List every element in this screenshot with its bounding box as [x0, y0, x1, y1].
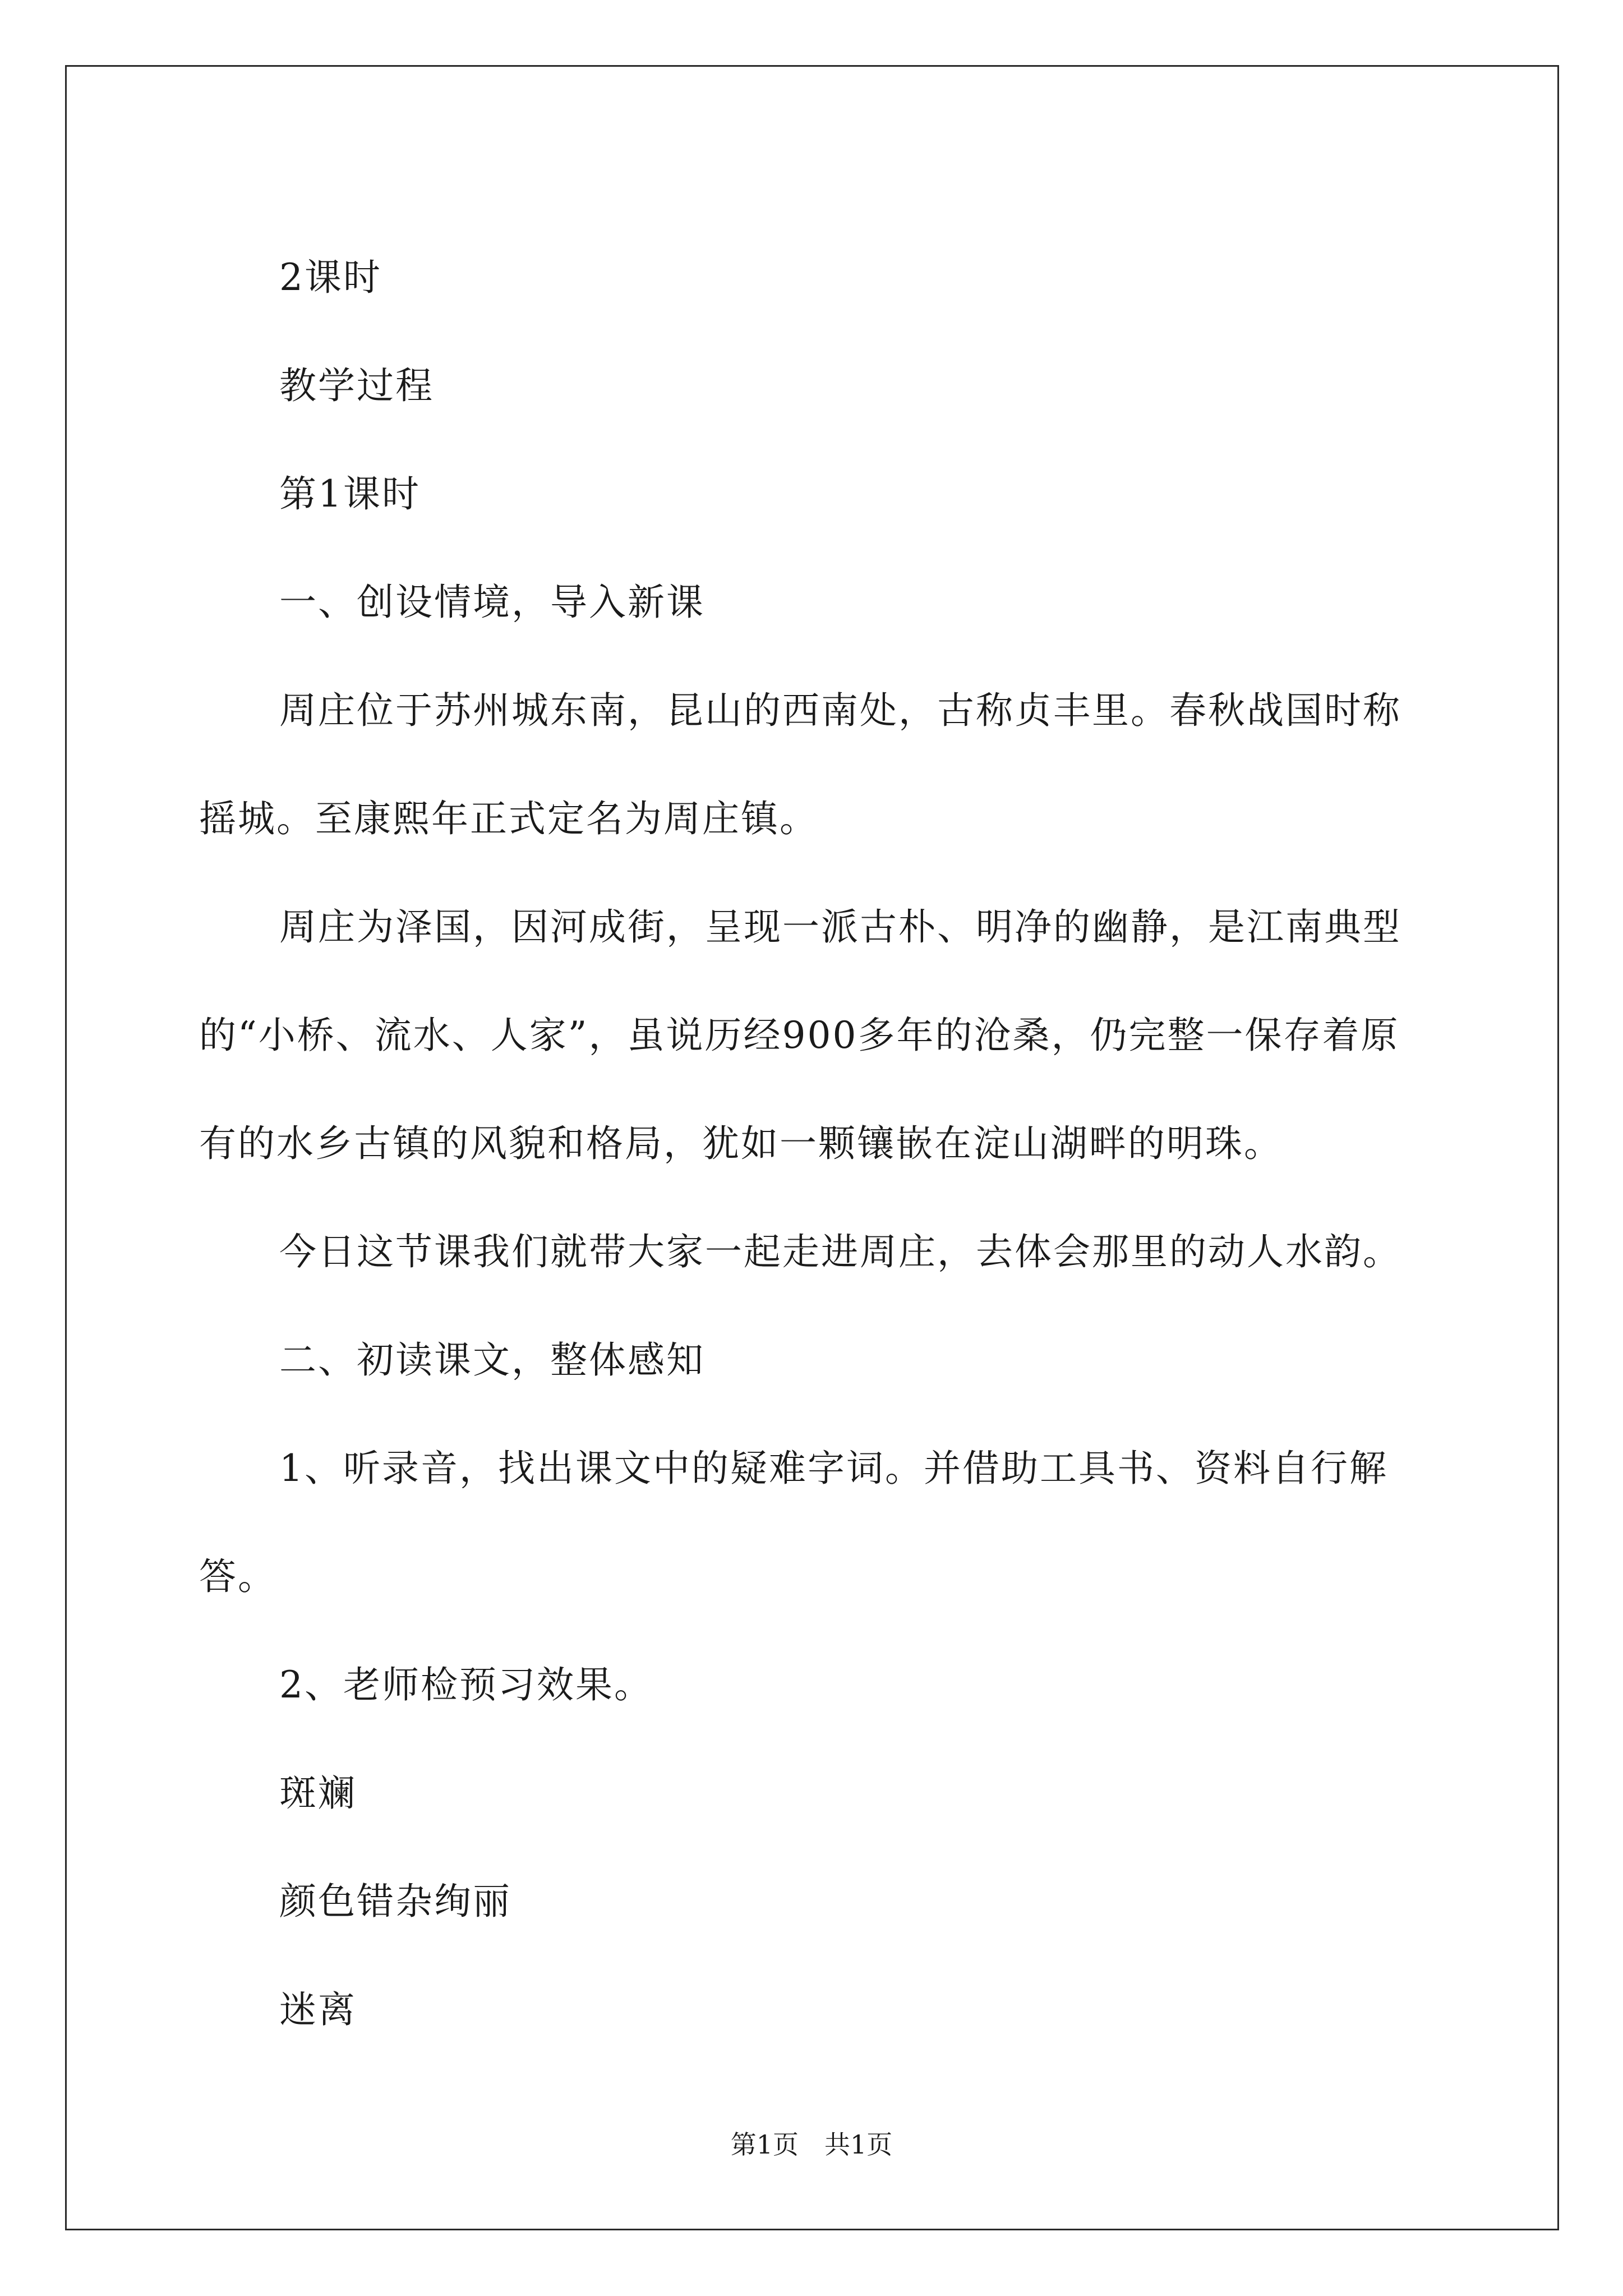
section-heading-teaching-process: 教学过程	[279, 364, 434, 407]
step-2-heading: 二、初读课文，整体感知	[279, 1338, 705, 1382]
document-body	[199, 223, 1422, 2064]
paragraph-zhouzhuang-description: 周庄为泽国，因河成街，呈现一派古朴、明净的幽静，是江南典型的“小桥、流水、人家”，虽说历经900多年的沧桑，仍完整一保存着原有的水乡古镇的风貌和格局，犹如一颗镶嵌在淀山湖畔的明珠。	[199, 905, 1401, 1165]
lesson-hours: 2课时	[279, 256, 382, 299]
lesson-1-heading: 第1课时	[279, 472, 421, 516]
page-number-current: 第1页	[730, 2129, 799, 2160]
paragraph-lesson-intro: 今日这节课我们就带大家一起走进周庄，去体会那里的动人水韵。	[279, 1230, 1401, 1273]
step-1-heading: 一、创设情境，导入新课	[279, 581, 705, 624]
vocab-definition: 颜色错杂绚丽	[279, 1880, 511, 1923]
paragraph-zhouzhuang-location: 周庄位于苏州城东南，昆山的西南处，古称贞丰里。春秋战国时称摇城。至康熙年正式定名为周庄镇。	[199, 689, 1401, 840]
vocab-word: 斑斓	[279, 1772, 357, 1815]
task-2: 2、老师检预习效果。	[279, 1663, 653, 1706]
page-footer	[0, 2128, 1623, 2161]
task-1: 1、听录音，找出课文中的疑难字词。并借助工具书、资料自行解答。	[199, 1447, 1388, 1598]
vocab-word: 迷离	[279, 1988, 357, 2031]
page-number-total: 共1页	[824, 2129, 893, 2160]
